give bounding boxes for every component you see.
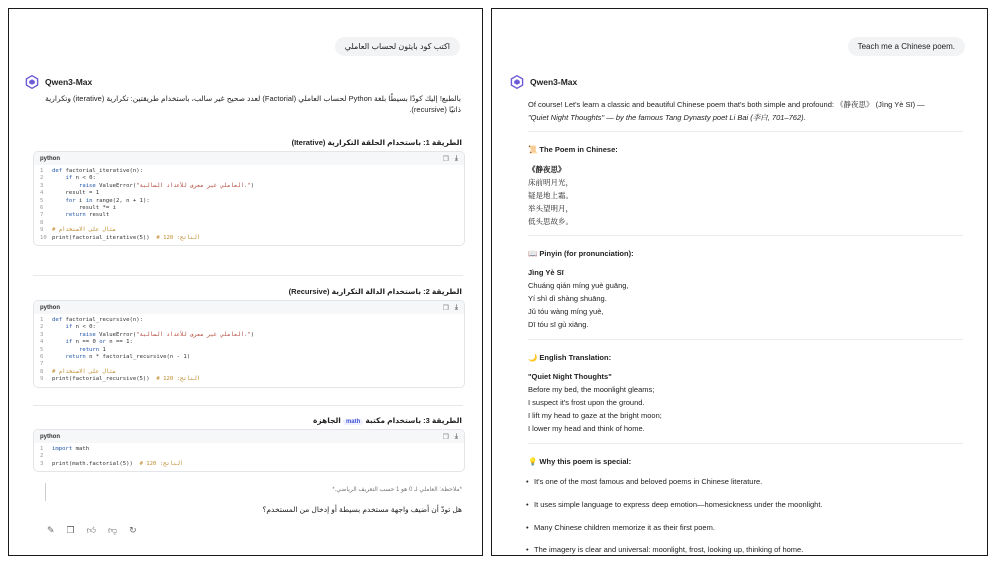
line-number: 2 (40, 175, 44, 182)
code-text: return result (65, 212, 110, 219)
line-number: 9 (40, 227, 44, 234)
list-item: • It's one of the most famous and beloved poems in Chinese literature. (534, 477, 762, 486)
line-number: 1 (40, 168, 44, 174)
line-number: 3 (40, 182, 44, 189)
poem-line: 床前明月光， (528, 178, 573, 187)
code-line (40, 461, 458, 468)
right-chat-panel (491, 8, 988, 556)
pinyin-line: Yí shì dì shàng shuāng. (528, 294, 607, 303)
qwen-logo-icon (25, 75, 39, 89)
code-header (34, 430, 464, 443)
regenerate-icon[interactable]: ↻ (129, 525, 137, 535)
translation-title: "Quiet Night Thoughts" (528, 372, 612, 381)
user-message: اكتب كود بايثون لحساب العاملي (335, 37, 460, 56)
line-number: 3 (40, 331, 44, 338)
copy-icon[interactable]: ❐ (66, 525, 75, 535)
qwen-logo-icon (510, 75, 524, 89)
code-line (40, 354, 458, 361)
line-number: 9 (40, 376, 44, 383)
code-line (40, 168, 458, 175)
code-line (40, 227, 458, 234)
code-text: for i in range(2, n + 1): (65, 197, 150, 204)
line-number: 10 (40, 234, 47, 241)
intro-line-1: Of course! Let's learn a classic and beautiful Chinese poem that's both simple and profound: 《静夜思》 (Jìng Yè Sī) — (528, 100, 925, 109)
code-line (40, 220, 458, 227)
code-line (40, 198, 458, 205)
divider (528, 339, 963, 340)
poem-line: 低头思故乡。 (528, 217, 573, 226)
model-name: Qwen3-Max (530, 77, 578, 87)
code-text: if n == 0 or n == 1: (65, 339, 133, 346)
answer-intro: بالطبع! إليك كودًا بسيطًا بلغة Python لحساب العاملي (Factorial) لعدد صحيح غير سالب، باستخدام طريقتين: تكرارية (iterative) وتكرارية ذاتيًا (recursive). (45, 94, 461, 114)
list-item: • It uses simple language to express deep emotion—homesickness under the moonlight. (534, 500, 823, 509)
line-number: 8 (40, 368, 44, 375)
model-header (25, 75, 92, 89)
code-line (40, 183, 458, 190)
code-line (40, 190, 458, 197)
edit-icon[interactable]: ✎ (47, 525, 55, 535)
code-line (40, 361, 458, 368)
code-line (40, 235, 458, 242)
copy-icon[interactable]: ❐ (442, 304, 449, 312)
translation-line: I lower my head and think of home. (528, 424, 645, 433)
followup-question: هل تودّ أن أضيف واجهة مستخدم بسيطة أو إدخال من المستخدم؟ (262, 505, 462, 514)
code-line (40, 376, 458, 383)
divider (528, 235, 963, 236)
code-line (40, 324, 458, 331)
code-text: # مثال على الاستخدام (52, 368, 117, 375)
method1-title: الطريقة 1: باستخدام الحلقة التكرارية (Iterative) (291, 138, 462, 147)
method2-title: الطريقة 2: باستخدام الدالة التكرارية (Recursive) (288, 287, 462, 296)
download-icon[interactable]: ⤓ (454, 303, 458, 311)
code-line (40, 212, 458, 219)
code-text: import math (52, 446, 90, 452)
code-text: result = 1 (52, 190, 100, 197)
poem-line: 举头望明月， (528, 204, 573, 213)
code-content (34, 443, 464, 471)
line-number: 2 (40, 324, 44, 331)
code-text: print(factorial_iterative(5)) # 120 :الناتج (52, 234, 201, 241)
note: *ملاحظة: العاملي لـ 0 هو 1 حسب التعريف الرياضي.* (332, 487, 462, 493)
math-pill: math (343, 419, 363, 425)
code-text: raise ValueError("العاملي غير معرف للأعداد السالبة.") (78, 331, 255, 338)
download-icon[interactable]: ⤓ (454, 154, 458, 162)
note-bar (45, 483, 46, 501)
copy-icon[interactable]: ❐ (442, 155, 449, 163)
divider (528, 131, 963, 132)
code-content (34, 314, 464, 387)
line-number: 5 (40, 346, 44, 353)
line-number: 1 (40, 446, 44, 452)
code-block-1 (33, 151, 465, 246)
poem-line: 疑是地上霜。 (528, 191, 573, 200)
poem-title: 《静夜思》 (528, 165, 566, 174)
line-number: 1 (40, 317, 44, 323)
code-text: def factorial_recursive(n): (52, 317, 143, 323)
model-name: Qwen3-Max (45, 77, 93, 87)
code-text: if n < 0: (65, 175, 96, 182)
line-number: 7 (40, 361, 44, 368)
code-line (40, 339, 458, 346)
line-number: 8 (40, 219, 44, 226)
code-text: raise ValueError("العاملي غير معرف للأعداد السالبة.") (78, 182, 255, 189)
code-text: def factorial_iterative(n): (52, 168, 143, 174)
copy-icon[interactable]: ❐ (442, 433, 449, 441)
translation-line: Before my bed, the moonlight gleams; (528, 385, 655, 394)
code-line (40, 332, 458, 339)
code-text: print(factorial_recursive(5)) # 120 :الناتج (52, 376, 201, 383)
divider (33, 275, 463, 276)
line-number: 4 (40, 190, 44, 197)
code-line (40, 317, 458, 324)
message-actions (47, 525, 137, 536)
pinyin-line: Jǔ tóu wàng míng yuè, (528, 307, 604, 316)
line-number: 2 (40, 453, 44, 460)
code-line (40, 369, 458, 376)
line-number: 4 (40, 339, 44, 346)
line-number: 5 (40, 197, 44, 204)
pinyin-line: Chuáng qián míng yuè guāng, (528, 281, 629, 290)
line-number: 3 (40, 460, 44, 467)
line-number: 6 (40, 354, 44, 361)
list-item: • The imagery is clear and universal: moonlight, frost, looking up, thinking of home. (534, 545, 803, 554)
code-text: print(math.factorial(5)) # 120 :الناتج (52, 460, 184, 467)
code-line (40, 205, 458, 212)
code-line (40, 347, 458, 354)
code-text: return n * factorial_recursive(n - 1) (65, 354, 191, 361)
list-item: • Many Chinese children memorize it as their first poem. (534, 523, 715, 532)
translation-line: I suspect it's frost upon the ground. (528, 398, 645, 407)
code-block-2 (33, 300, 465, 388)
code-text: if n < 0: (65, 324, 96, 331)
translation-line: I lift my head to gaze at the bright moon; (528, 411, 662, 420)
thumbs-down-icon[interactable]: 👎︎ (108, 525, 118, 535)
code-block-3 (33, 429, 465, 472)
code-line (40, 453, 458, 460)
method3-title: الطريقة 3: باستخدام مكتبة math الجاهزة (312, 416, 462, 425)
section-translation: 🌙 English Translation: (528, 353, 612, 362)
code-language: python (40, 304, 60, 311)
download-icon[interactable]: ⤓ (454, 432, 458, 440)
section-poem-chinese: 📜 The Poem in Chinese: (528, 145, 618, 154)
code-language: python (40, 155, 60, 162)
code-text: # مثال على الاستخدام (52, 227, 117, 234)
divider (528, 443, 963, 444)
line-number: 7 (40, 212, 44, 219)
code-text: result *= i (52, 205, 116, 212)
line-number: 6 (40, 205, 44, 212)
intro-line-2: "Quiet Night Thoughts" — by the famous Tang Dynasty poet Li Bai (李白, 701–762). (528, 113, 806, 122)
code-header (34, 152, 464, 165)
section-why-special: 💡 Why this poem is special: (528, 457, 632, 466)
code-text: return 1 (78, 346, 106, 353)
code-language: python (40, 433, 60, 440)
pinyin-line: Dī tóu sī gù xiāng. (528, 320, 589, 329)
code-line (40, 446, 458, 453)
model-header (510, 75, 577, 89)
code-line (40, 175, 458, 182)
code-header (34, 301, 464, 314)
user-message: Teach me a Chinese poem. (848, 37, 965, 56)
pinyin-title: Jìng Yè Sī (528, 268, 564, 277)
left-chat-panel (8, 8, 483, 556)
divider (33, 405, 463, 406)
code-content (34, 165, 464, 245)
section-pinyin: 📖 Pinyin (for pronunciation): (528, 249, 634, 258)
thumbs-up-icon[interactable]: 👍︎ (86, 525, 97, 535)
